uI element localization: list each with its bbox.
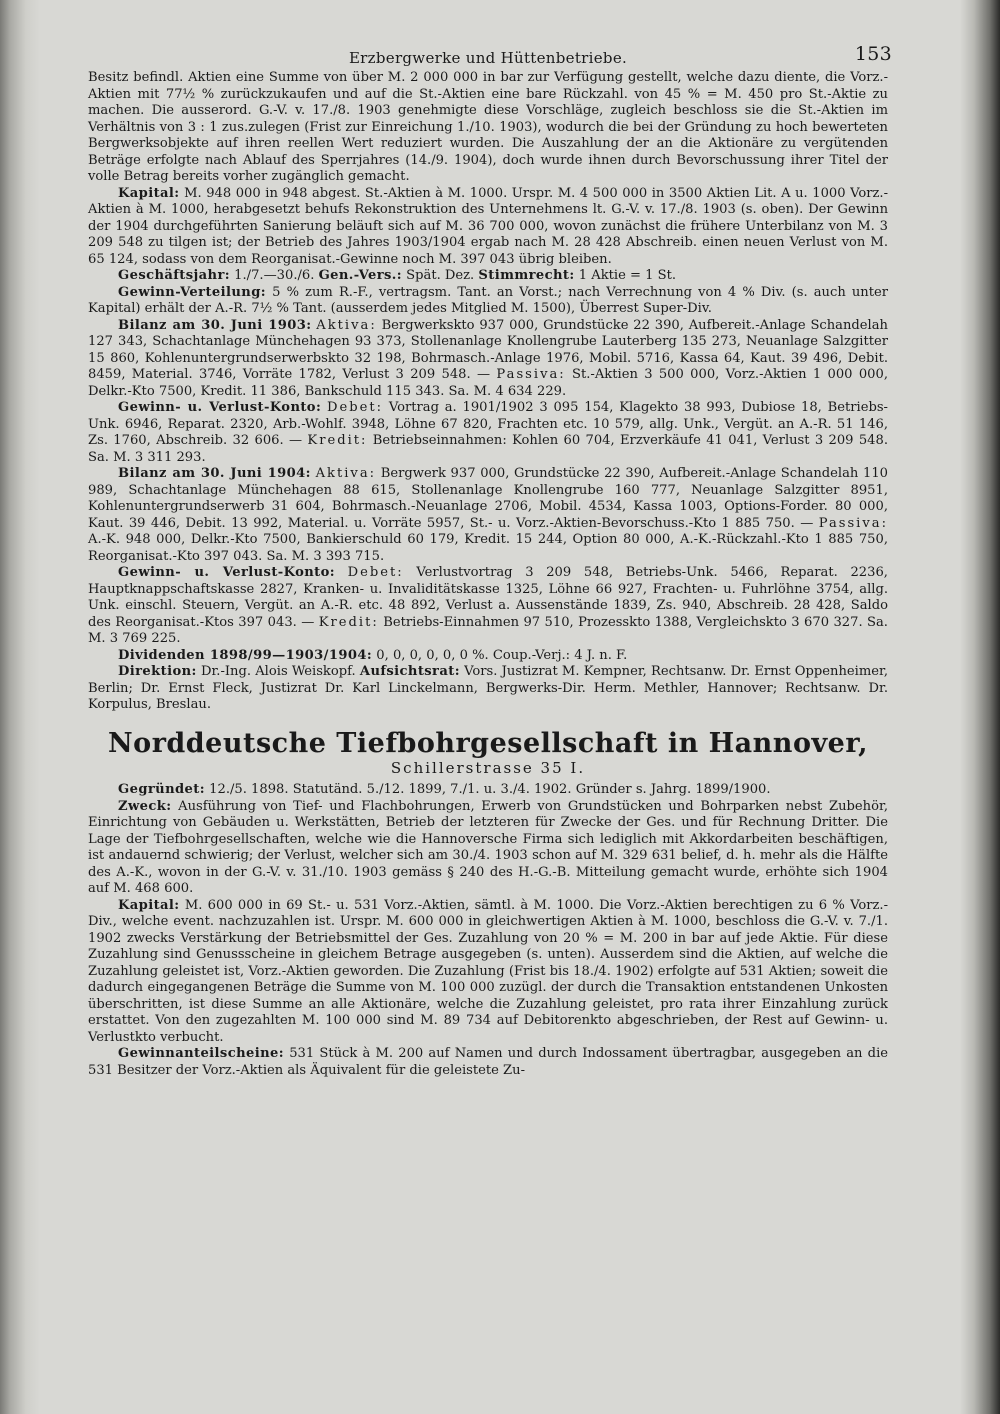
company-title: Norddeutsche Tiefbohrgesellschaft in Hannover,: [108, 727, 868, 759]
paragraph-gegruendet: [88, 782, 888, 799]
word-kredit-1904: Kredit:: [318, 614, 379, 630]
label-guv-1903: Gewinn- u. Verlust-Konto:: [118, 400, 322, 415]
text-aktiva-1903: Bergwerksktо 937 000, Grundstücke 22 390, Aufbereit.-Anlage Schandelah 127 343, Schachtanlage Münchehagen 93 373, Stollenanlage Knollengrube Lauterberg 135 273, Neuanlage Salzgitter 15 860, Kohlenuntergrundserwerbskto 32 198, Bohrmasch.-Anlage 1976, Mobil. 5716, Kassa 64, Kaut. 39 496, Debit. 8459, Material. 3746, Vorräte 1782, Verlust 3 209 548. —: [88, 317, 888, 382]
paragraph-bilanz-1904: [88, 466, 888, 565]
running-title: Erzbergwerke und Hüttenbetriebe.: [348, 49, 628, 67]
text-passiva-1904: A.-K. 948 000, Delkr.-Kto 7500, Bankierschuld 60 179, Kredit. 15 244, Option 80 000, A.-K.-Rückzahl.-Kto 1 885 750, Reorganisat.-Kto 397 043. Sa. M. 3 393 715.: [88, 532, 888, 564]
paragraph-kapital: [88, 186, 888, 269]
page-edge-right: [960, 0, 1000, 1414]
word-debet-1904: Debet:: [347, 565, 404, 580]
paragraph-dividenden: [88, 648, 888, 665]
text-gewinn-verteilung: 5 % zum R.-F., vertragsm. Tant. an Vorst.; nach Verrechnung von 4 % Div. (s. auch unter Kapital) erhält der A.-R. 7½ % Tant. (ausserdem jedes Mitglied M. 1500), Überrest Super-Div.: [88, 284, 888, 316]
label-gegruendet: Gegründet:: [118, 782, 205, 797]
text-geschaeftsjahr: 1./7.—30./6.: [234, 268, 315, 283]
text-kapital: M. 948 000 in 948 abgest. St.-Aktien à M. 1000. Urspr. M. 4 500 000 in 3500 Aktien Lit. A u. 1000 Vorz.-Aktien à M. 1000, herabgesetzt behufs Rekonstruktion des Unternehmens lt. G.-V. v. 17./8. 1903 (s. oben). Der Gewinn der 1904 durchgeführten Sanierung beläuft sich auf M. 36 700 000, wovon zunächst die frühere Unterbilanz von M. 3 209 548 zu tilgen ist; der Betrieb des Jahres 1903/1904 ergab nach M. 28 428 Abschreib. einen neuen Verlust von M. 65 124, sodass von dem Reorganisat.-Gewinne noch M. 397 043 übrig bleiben.: [88, 185, 888, 267]
label-dividenden: Dividenden 1898/99—1903/1904:: [118, 647, 373, 663]
paragraph-gewinn-verteilung: [88, 285, 888, 318]
paragraph-geschaeftsjahr: [88, 268, 888, 285]
text-gegruendet: 12./5. 1898. Statutänd. 5./12. 1899, 7./1. u. 3./4. 1902. Gründer s. Jahrg. 1899/1900.: [209, 782, 771, 797]
page-header: [88, 40, 892, 70]
label-gewinnanteilscheine: Gewinnanteilscheine:: [118, 1046, 284, 1061]
label-direktion: Direktion:: [118, 664, 197, 679]
text-aktiva-1904: Bergwerk 937 000, Grundstücke 22 390, Aufbereit.-Anlage Schandelah 110 989, Schachtanlage Münchehagen 88 615, Stollenanlage Knollengrube 160 777, Neuanlage Salzgitter 8951, Kohlenuntergrundserwerb 31 604, Bohrmasch.-Neuanlage 2706, Mobil. 4534, Kassa 1003, Options-Forder. 80 000, Kaut. 39 446, Debit. 13 992, Material. u. Vorräte 5957, St.- u. Vorz.-Aktien-Bevorschuss.-Kto 1 885 750. —: [88, 466, 888, 531]
label-bilanz-1903: Bilanz am 30. Juni 1903:: [118, 317, 312, 333]
paragraph-kapital-2: [88, 898, 888, 1047]
label-guv-1904: Gewinn- u. Verlust-Konto:: [118, 565, 335, 580]
label-kapital: Kapital:: [118, 185, 180, 201]
label-gewinn-verteilung: Gewinn-Verteilung:: [118, 284, 267, 300]
text-passiva-1903: St.-Aktien 3 500 000, Vorz.-Aktien 1 000 000, Delkr.-Kto 7500, Kredit. 11 386, Bankschuld 115 343. Sa. M. 4 634 229.: [88, 367, 888, 399]
label-aufsichtsrat: Aufsichtsrat:: [359, 664, 460, 679]
page-number: 153: [854, 43, 892, 65]
text-debet-1904: Verlustvortrag 3 209 548, Betriebs-Unk. 5466, Reparat. 2236, Hauptknappschaftskasse 2827, Kranken- u. Invaliditätskasse 1325, Löhne 66 927, Frachten- u. Fuhrlöhne 3754, allg. Unk. einschl. Steuern, Vergüt. an A.-R. etc. 48 892, Verlust a. Aussenstände 1839, Zs. 940, Abschreib. 28 428, Saldo des Reorganisat.-Ktos 397 043. —: [88, 565, 888, 630]
label-gen-vers: Gen.-Vers.:: [318, 268, 402, 283]
paragraph-direktion: [88, 664, 888, 714]
paragraph-gewinnanteilscheine: [88, 1046, 888, 1079]
paragraph-guv-1904: [88, 565, 888, 648]
label-stimmrecht: Stimmrecht:: [478, 268, 575, 283]
text-zweck: Ausführung von Tief- und Flachbohrungen, Erwerb von Grundstücken und Bohrparken nebst Zubehör, Einrichtung von Gebäuden u. Werkstätten, Betrieb der letzteren für Zwecke der Ges. und für Rechnung Dritter. Die Lage der Tiefbohrgesellschaften, welche wie die Hannoversche Firma sich lediglich mit Akkordarbeiten beschäftigen, ist andauernd schwierig; der Verlust, welcher sich am 30./4. 1903 schon auf M. 329 631 belief, d. h. mehr als die Hälfte des A.-K., wovon in der G.-V. v. 31./10. 1903 gemäss § 240 des H.-G.-B. Mitteilung gemacht wurde, erhöhte sich 1904 auf M. 468 600.: [88, 798, 888, 896]
word-passiva-1904: Passiva:: [818, 515, 888, 531]
word-aktiva-1903: Aktiva:: [316, 317, 377, 333]
page-edge-left: [0, 0, 40, 1414]
label-kapital-2: Kapital:: [118, 897, 180, 913]
word-kredit-1903: Kredit:: [307, 433, 368, 448]
company-address: Schillerstrasse 35 I.: [390, 758, 586, 777]
text-stimmrecht: 1 Aktie = 1 St.: [578, 268, 677, 283]
page-content: [88, 40, 892, 1079]
text-gewinnanteilscheine: 531 Stück à M. 200 auf Namen und durch Indossament übertragbar, ausgegeben an die 531 Besitzer der Vorz.-Aktien als Äquivalent für die geleistete Zu-: [88, 1046, 889, 1078]
text-debet-1903: Vortrag a. 1901/1902 3 095 154, Klagekto 38 993, Dubiose 18, Betriebs-Unk. 6946, Reparat. 2320, Arb.-Wohlf. 3948, Löhne 67 820, Frachten etc. 10 579, allg. Unk., Vergüt. an A.-R. 51 146, Zs. 1760, Abschreib. 32 606. —: [88, 400, 888, 448]
text-aufsichtsrat: Vors. Justizrat M. Kempner, Rechtsanw. Dr. Ernst Oppenheimer, Berlin; Dr. Ernst Fleck, Justizrat Dr. Karl Linckelmann, Bergwerks-Dir. Herm. Methler, Hannover; Rechtsanw. Dr. Korpulus, Breslau.: [88, 664, 888, 712]
paragraph-zweck: [88, 799, 888, 898]
word-passiva-1903: Passiva:: [496, 367, 566, 382]
word-aktiva-1904: Aktiva:: [315, 466, 377, 481]
text-gen-vers: Spät. Dez.: [406, 268, 475, 283]
paragraph-guv-1903: [88, 400, 888, 466]
paragraph-bilanz-1903: [88, 318, 888, 401]
text-kredit-1904: Betriebs-Einnahmen 97 510, Prozesskto 1388, Vergleichskto 3 670 327. Sa. M. 3 769 225.: [88, 614, 888, 646]
text-kapital-2: M. 600 000 in 69 St.- u. 531 Vorz.-Aktien, sämtl. à M. 1000. Die Vorz.-Aktien berechtigen zu 6 % Vorz.-Div., welche event. nachzuzahlen ist. Urspr. M. 600 000 in gleichwertigen Aktien à M. 1000, beschloss die G.-V. v. 7./1. 1902 zwecks Verstärkung der Betriebsmittel der Ges. Zuzahlung von 20 % = M. 200 in bar auf jede Aktie. Für diese Zuzahlung sind Genussscheine in gleichem Betrage ausgegeben (s. unten). Ausserdem sind die Aktien, auf welche die Zuzahlung geleistet ist, Vorz.-Aktien geworden. Die Zuzahlung (Frist bis 18./4. 1902) erfolgte auf 531 Aktien; soweit die dadurch eingegangenen Beträge die Summe von M. 100 000 zuzügl. der durch die Transaktion entstandenen Unkosten überschritten, ist diese Summe an alle Aktionäre, welche die Zuzahlung geleistet, pro rata ihrer Einzahlung zurück erstattet. Von den zugezahlten M. 100 000 sind M. 89 734 auf Debitorenkto abgeschrieben, der Rest auf Gewinn- u. Verlustkto verbucht.: [88, 897, 888, 1045]
label-zweck: Zweck:: [118, 798, 172, 814]
paragraph-intro: Besitz befindl. Aktien eine Summe von über M. 2 000 000 in bar zur Verfügung gestellt, welche dazu diente, die Vorz.-Aktien mit 77½ % zurückzukaufen und auf die St.-Aktien eine bare Rückzahl. von 45 % = M. 450 pro St.-Aktie zu machen. Die ausserord. G.-V. v. 17./8. 1903 genehmigte diese Vorschläge, zugleich beschloss sie die St.-Aktien im Verhältnis von 3 : 1 zus.zulegen (Frist zur Einreichung 1./10. 1903), wodurch die bei der Gründung zu hoch bewerteten Bergwerksobjekte auf ihren reellen Wert reduziert wurden. Die Auszahlung der an die Aktionäre zu vergütenden Beträge erfolgte nach Ablauf des Sperrjahres (14./9. 1904), doch wurde ihnen durch Bevorschussung ihrer Titel der volle Betrag bereits vorher zugänglich gemacht.: [88, 70, 888, 184]
word-debet-1903: Debet:: [326, 400, 384, 415]
label-geschaeftsjahr: Geschäftsjahr:: [118, 268, 230, 283]
text-dividenden: 0, 0, 0, 0, 0, 0 %. Coup.-Verj.: 4 J. n. F.: [376, 647, 628, 663]
text-kredit-1903: Betriebseinnahmen: Kohlen 60 704, Erzverkäufe 41 041, Verlust 3 209 548. Sa. M. 3 311 293.: [88, 433, 888, 465]
text-direktion: Dr.-Ing. Alois Weiskopf.: [200, 664, 356, 679]
label-bilanz-1904: Bilanz am 30. Juni 1904:: [118, 466, 311, 481]
